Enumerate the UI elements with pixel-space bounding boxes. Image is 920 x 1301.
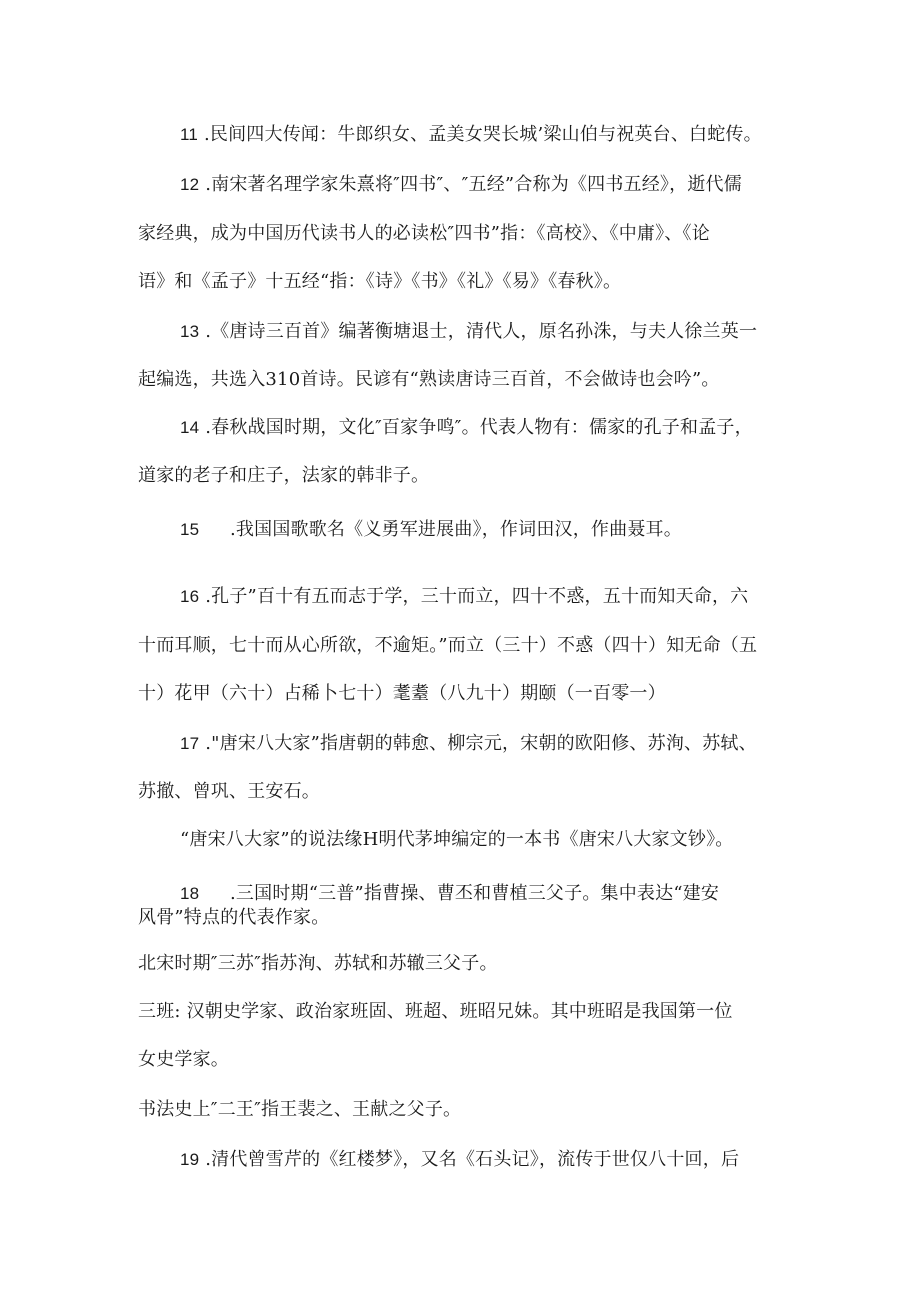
item-16-line-3: 十）花甲（六十）占稀卜七十）耄耋（八九十）期颐（一百零一） bbox=[138, 683, 666, 704]
item-17-line-1 bbox=[138, 734, 784, 754]
item-number: 14 bbox=[180, 418, 200, 437]
item-15 bbox=[138, 520, 784, 540]
item-14-line-2: 道家的老子和庄子，法家的韩非子。 bbox=[138, 465, 430, 486]
item-11 bbox=[138, 125, 784, 145]
item-19-line-1 bbox=[138, 1150, 784, 1170]
item-12-line-3: 语》和《孟子》十五经“指：《诗》《书》《礼》《易》《春秋》。 bbox=[138, 271, 622, 292]
item-text: .南宋著名理学家朱熹将″四书″、″五经”合称为《四书五经》，逝代儒 bbox=[199, 174, 742, 195]
item-16-line-1 bbox=[138, 587, 784, 607]
note-san-ban-line-2: 女史学家。 bbox=[138, 1049, 229, 1070]
item-16-line-2: 十而耳顺，七十而从心所欲，不逾矩。”而立（三十）不惑（四十）知无命（五 bbox=[138, 635, 758, 656]
item-number: 17 bbox=[180, 734, 200, 753]
item-17-line-2: 苏撤、曾巩、王安石。 bbox=[138, 781, 320, 802]
note-san-ban-line-1: 三班: 汉朝史学家、政治家班固、班超、班昭兄妹。其中班昭是我国第一位 bbox=[138, 1001, 733, 1022]
item-13-line-2: 起编选，共选入310首诗。民谚有“熟读唐诗三百首，不会做诗也会吟”。 bbox=[138, 369, 720, 390]
item-text: ."唐宋八大家”指唐朝的韩愈、柳宗元，宋朝的欧阳修、苏洵、苏轼、 bbox=[199, 733, 757, 754]
item-text: .民间四大传闻：牛郎织女、孟美女哭长城’梁山伯与祝英台、白蛇传。 bbox=[198, 124, 762, 145]
item-text: .春秋战国时期，文化″百家争鸣″。代表人物有：儒家的孔子和孟子， bbox=[199, 417, 753, 438]
item-number: 18 bbox=[180, 884, 200, 903]
item-number: 13 bbox=[180, 322, 200, 341]
item-13-line-1 bbox=[138, 322, 784, 342]
item-14-line-1 bbox=[138, 418, 784, 438]
item-12-line-2: 家经典，成为中国历代读书人的必读松″四书”指：《高校》、《中庸》、《论 bbox=[138, 223, 710, 244]
item-18-line-2: 风骨”特点的代表作家。 bbox=[138, 907, 330, 928]
item-18-line-1 bbox=[138, 884, 784, 904]
item-number: 11 bbox=[180, 125, 199, 144]
note-tang-song bbox=[138, 830, 784, 850]
note-text: “唐宋八大家”的说法缘H明代茅坤编定的一本书《唐宋八大家文钞》。 bbox=[180, 829, 734, 850]
note-er-wang: 书法史上″二王″指王裴之、王献之父子。 bbox=[138, 1099, 462, 1120]
item-number: 12 bbox=[180, 175, 200, 194]
item-number: 19 bbox=[180, 1150, 200, 1169]
item-text: .《唐诗三百首》编著衡塘退士，清代人，原名孙洙，与夫人徐兰英一 bbox=[199, 321, 758, 342]
item-text: .清代曾雪芹的《红楼梦》，又名《石头记》，流传于世仅八十回，后 bbox=[199, 1149, 740, 1170]
item-number: 15 bbox=[180, 520, 200, 539]
note-san-su: 北宋时期″三苏″指苏洵、苏轼和苏辙三父子。 bbox=[138, 953, 498, 974]
item-text: .三国时期“三普”指曹操、曹丕和曹植三父子。集中表达“建安 bbox=[230, 883, 720, 904]
item-12-line-1 bbox=[138, 175, 784, 195]
item-number: 16 bbox=[180, 587, 200, 606]
item-text: .孔子”百十有五而志于学，三十而立，四十不惑，五十而知天命，六 bbox=[199, 586, 749, 607]
item-text: .我国国歌歌名《义勇军进展曲》，作词田汉，作曲聂耳。 bbox=[230, 519, 682, 540]
